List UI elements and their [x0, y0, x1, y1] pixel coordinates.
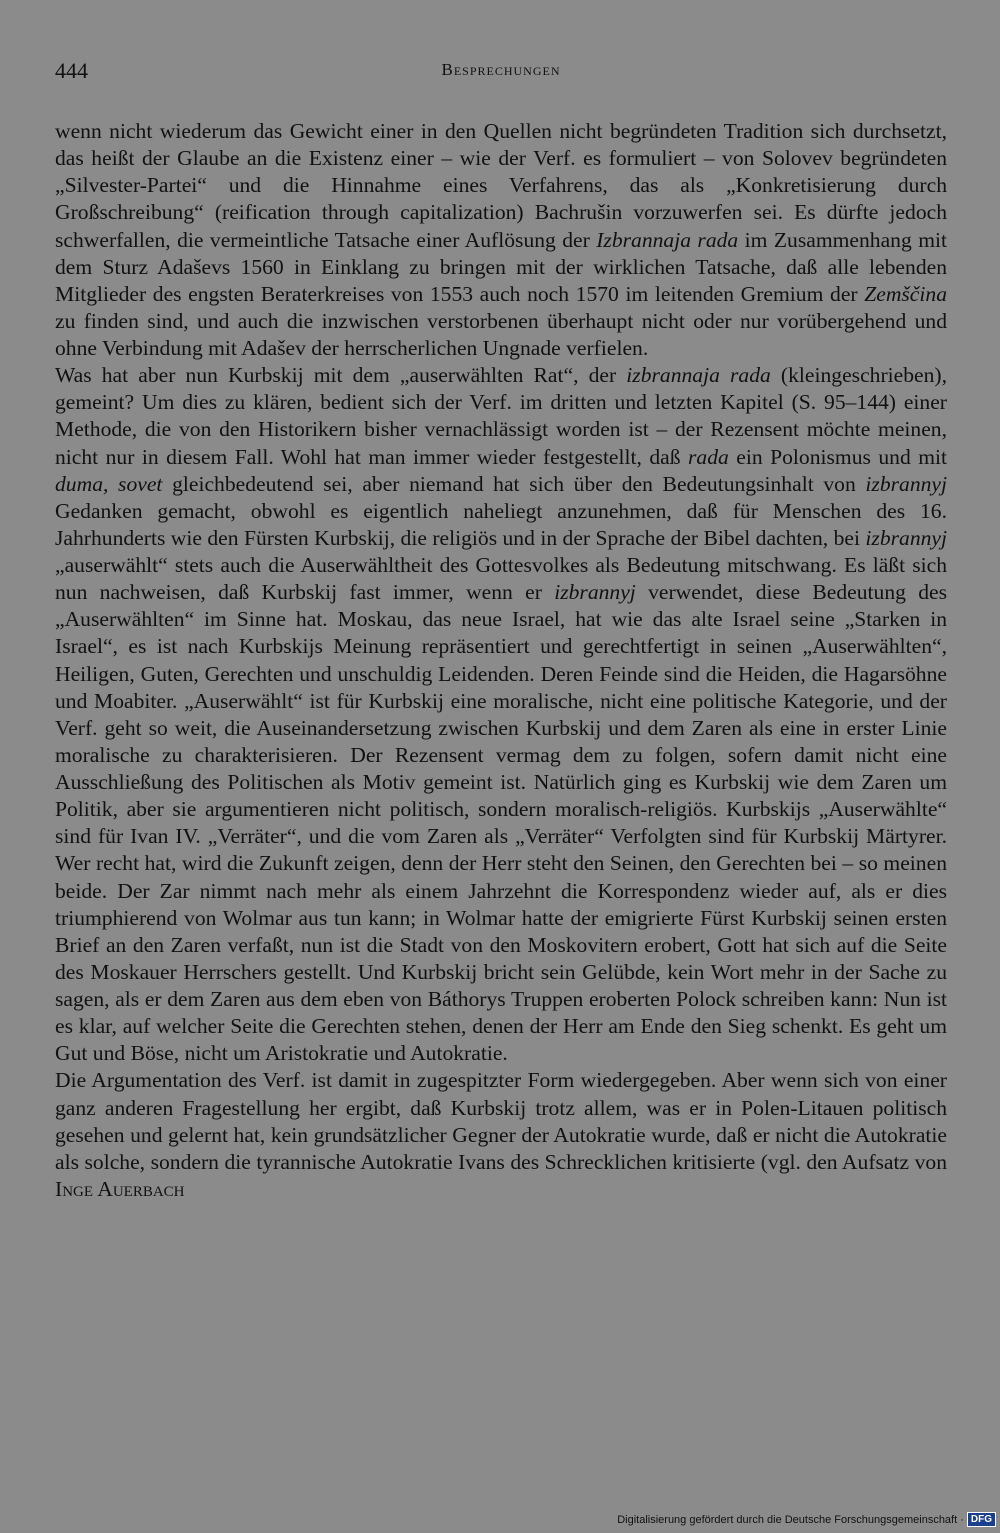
paragraph-1: wenn nicht wiederum das Gewicht einer in den Quellen nicht begründeten Tradition sich durchsetzt, das heißt der Glaube an die Existenz einer – wie der Verf. es formuliert – von Solovev begründeten „Silvester-Partei“ und die Hinnahme eines Verfahrens, das als „Konkretisierung durch Großschreibung“ (reification through capitalization) Bachrušin vorzuwerfen sei. Es dürfte jedoch schwerfallen, die vermeintliche Tatsache einer Auflösung der Izbrannaja rada im Zusammenhang mit dem Sturz Adaševs 1560 in Einklang zu bringen mit der wirklichen Tatsache, daß alle lebenden Mitglieder des engsten Beraterkreises von 1553 auch noch 1570 im leitenden Gremium der Zemščina zu finden sind, und auch die inzwischen verstorbenen überhaupt nicht oder nur vorübergehend und ohne Verbindung mit Adašev der herrscherlichen Ungnade verfielen.: [55, 119, 947, 360]
page-header: [55, 58, 947, 94]
body-text: [55, 118, 947, 1203]
digitization-footer: [617, 1512, 996, 1527]
footer-credit: Digitalisierung gefördert durch die Deutsche Forschungsgemeinschaft ·: [617, 1513, 964, 1526]
dfg-logo-icon: DFG: [967, 1512, 996, 1527]
running-head: Besprechungen: [441, 60, 561, 79]
paragraph-2: Was hat aber nun Kurbskij mit dem „auserwählten Rat“, der izbrannaja rada (kleingeschrieben), gemeint? Um dies zu klären, bedient sich der Verf. im dritten und letzten Kapitel (S. 95–144) einer Methode, die von den Historikern bisher vernachlässigt worden ist – der Rezensent möchte meinen, nicht nur in diesem Fall. Wohl hat man immer wieder festgestellt, daß rada ein Polonismus und mit duma, sovet gleichbedeutend sei, aber niemand hat sich über den Bedeutungsinhalt von izbrannyj Gedanken gemacht, obwohl es eigentlich naheliegt anzunehmen, daß für Menschen des 16. Jahrhunderts wie den Fürsten Kurbskij, die religiös und in der Sprache der Bibel dachten, bei izbrannyj „auserwählt“ stets auch die Auserwähltheit des Gottesvolkes als Bedeutung mitschwang. Es läßt sich nun nachweisen, daß Kurbskij fast immer, wenn er izbrannyj verwendet, diese Bedeutung des „Auserwählten“ im Sinne hat. Moskau, das neue Israel, hat wie das alte Israel seine „Starken in Israel“, es ist nach Kurbskijs Meinung repräsentiert und gerechtfertigt in seinen „Auserwählten“, Heiligen, Guten, Gerechten und unschuldig Leidenden. Deren Feinde sind die Heiden, die Hagarsöhne und Moabiter. „Auserwählt“ ist für Kurbskij eine moralische, nicht eine politische Kategorie, und der Verf. geht so weit, die Auseinandersetzung zwischen Kurbskij und dem Zaren als eine in erster Linie moralische zu charakterisieren. Der Rezensent vermag dem zu folgen, sofern damit nicht eine Ausschließung des Politischen als Motiv gemeint ist. Natürlich ging es Kurbskij wie dem Zaren um Politik, aber sie argumentieren nicht politisch, sondern moralisch-religiös. Kurbskijs „Auserwählte“ sind für Ivan IV. „Verräter“, und die vom Zaren als „Verräter“ Verfolgten sind für Kurbskij Märtyrer. Wer recht hat, wird die Zukunft zeigen, denn der Herr steht den Seinen, den Gerechten bei – so meinen beide. Der Zar nimmt nach mehr als einem Jahrzehnt die Korrespondenz wieder auf, als er dies triumphierend von Wolmar aus tun kann; in Wolmar hatte der emigrierte Fürst Kurbskij seinen ersten Brief an den Zaren verfaßt, nun ist die Stadt von den Moskovitern erobert, Gott hat sich auf die Seite des Moskauer Herrschers gestellt. Und Kurbskij bricht sein Gelübde, kein Wort mehr in der Sache zu sagen, als er dem Zaren aus dem eben von Báthorys Truppen eroberten Polock schreiben kann: Nun ist es klar, auf welcher Seite die Gerechten stehen, denen der Herr am Ende den Sieg schenkt. Es geht um Gut und Böse, nicht um Aristokratie und Autokratie.: [55, 363, 947, 1066]
paragraph-3: Die Argumentation des Verf. ist damit in zugespitzter Form wiedergegeben. Aber wenn sich von einer ganz anderen Fragestellung her ergibt, daß Kurbskij trotz allem, was er in Polen-Litauen politisch gesehen und gelernt hat, kein grundsätzlicher Gegner der Autokratie wurde, daß er nicht die Autokratie als solche, sondern die tyrannische Autokratie Ivans des Schrecklichen kritisierte (vgl. den Aufsatz von Inge Auerbach: [55, 1068, 947, 1201]
page-number: 444: [55, 58, 88, 83]
